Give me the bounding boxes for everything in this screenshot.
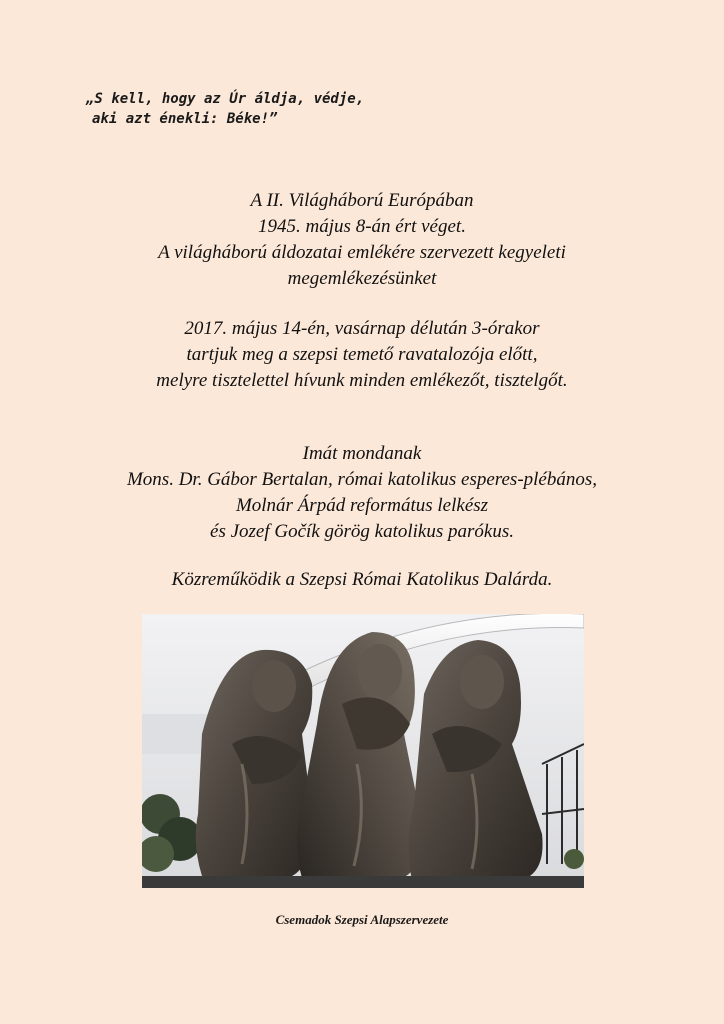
choir-paragraph bbox=[0, 567, 724, 593]
statue-illustration bbox=[142, 614, 584, 888]
prayers-paragraph bbox=[0, 441, 724, 545]
prayers-line: és Jozef Gočík görög katolikus parókus. bbox=[210, 521, 514, 542]
motto-line-1: „S kell, hogy az Úr áldja, védje, bbox=[86, 91, 365, 107]
motto-line-2: aki azt énekli: Béke!” bbox=[92, 111, 278, 127]
intro-paragraph bbox=[0, 188, 724, 292]
event-paragraph bbox=[0, 316, 724, 394]
event-line: tartjuk meg a szepsi temető ravatalozója előtt, bbox=[186, 344, 538, 365]
memorial-statue-photo bbox=[142, 614, 584, 888]
event-line: 2017. május 14-én, vasárnap délután 3-órakor bbox=[184, 318, 540, 339]
intro-line: A II. Világháború Európában bbox=[250, 190, 474, 211]
event-line: melyre tisztelettel hívunk minden emlékezőt, tisztelgőt. bbox=[156, 370, 568, 391]
motto-quote bbox=[86, 89, 364, 129]
intro-line: A világháború áldozatai emlékére szervezett kegyeleti bbox=[158, 242, 566, 263]
intro-line: megemlékezésünket bbox=[287, 268, 437, 289]
organizer-signature: Csemadok Szepsi Alapszervezete bbox=[275, 912, 449, 927]
prayers-line: Molnár Árpád református lelkész bbox=[235, 495, 489, 516]
choir-line: Közreműködik a Szepsi Római Katolikus Dalárda. bbox=[171, 569, 553, 590]
prayers-line: Imát mondanak bbox=[302, 443, 422, 464]
intro-line: 1945. május 8-án ért véget. bbox=[258, 216, 466, 237]
prayers-line: Mons. Dr. Gábor Bertalan, római katolikus esperes-plébános, bbox=[126, 469, 598, 490]
